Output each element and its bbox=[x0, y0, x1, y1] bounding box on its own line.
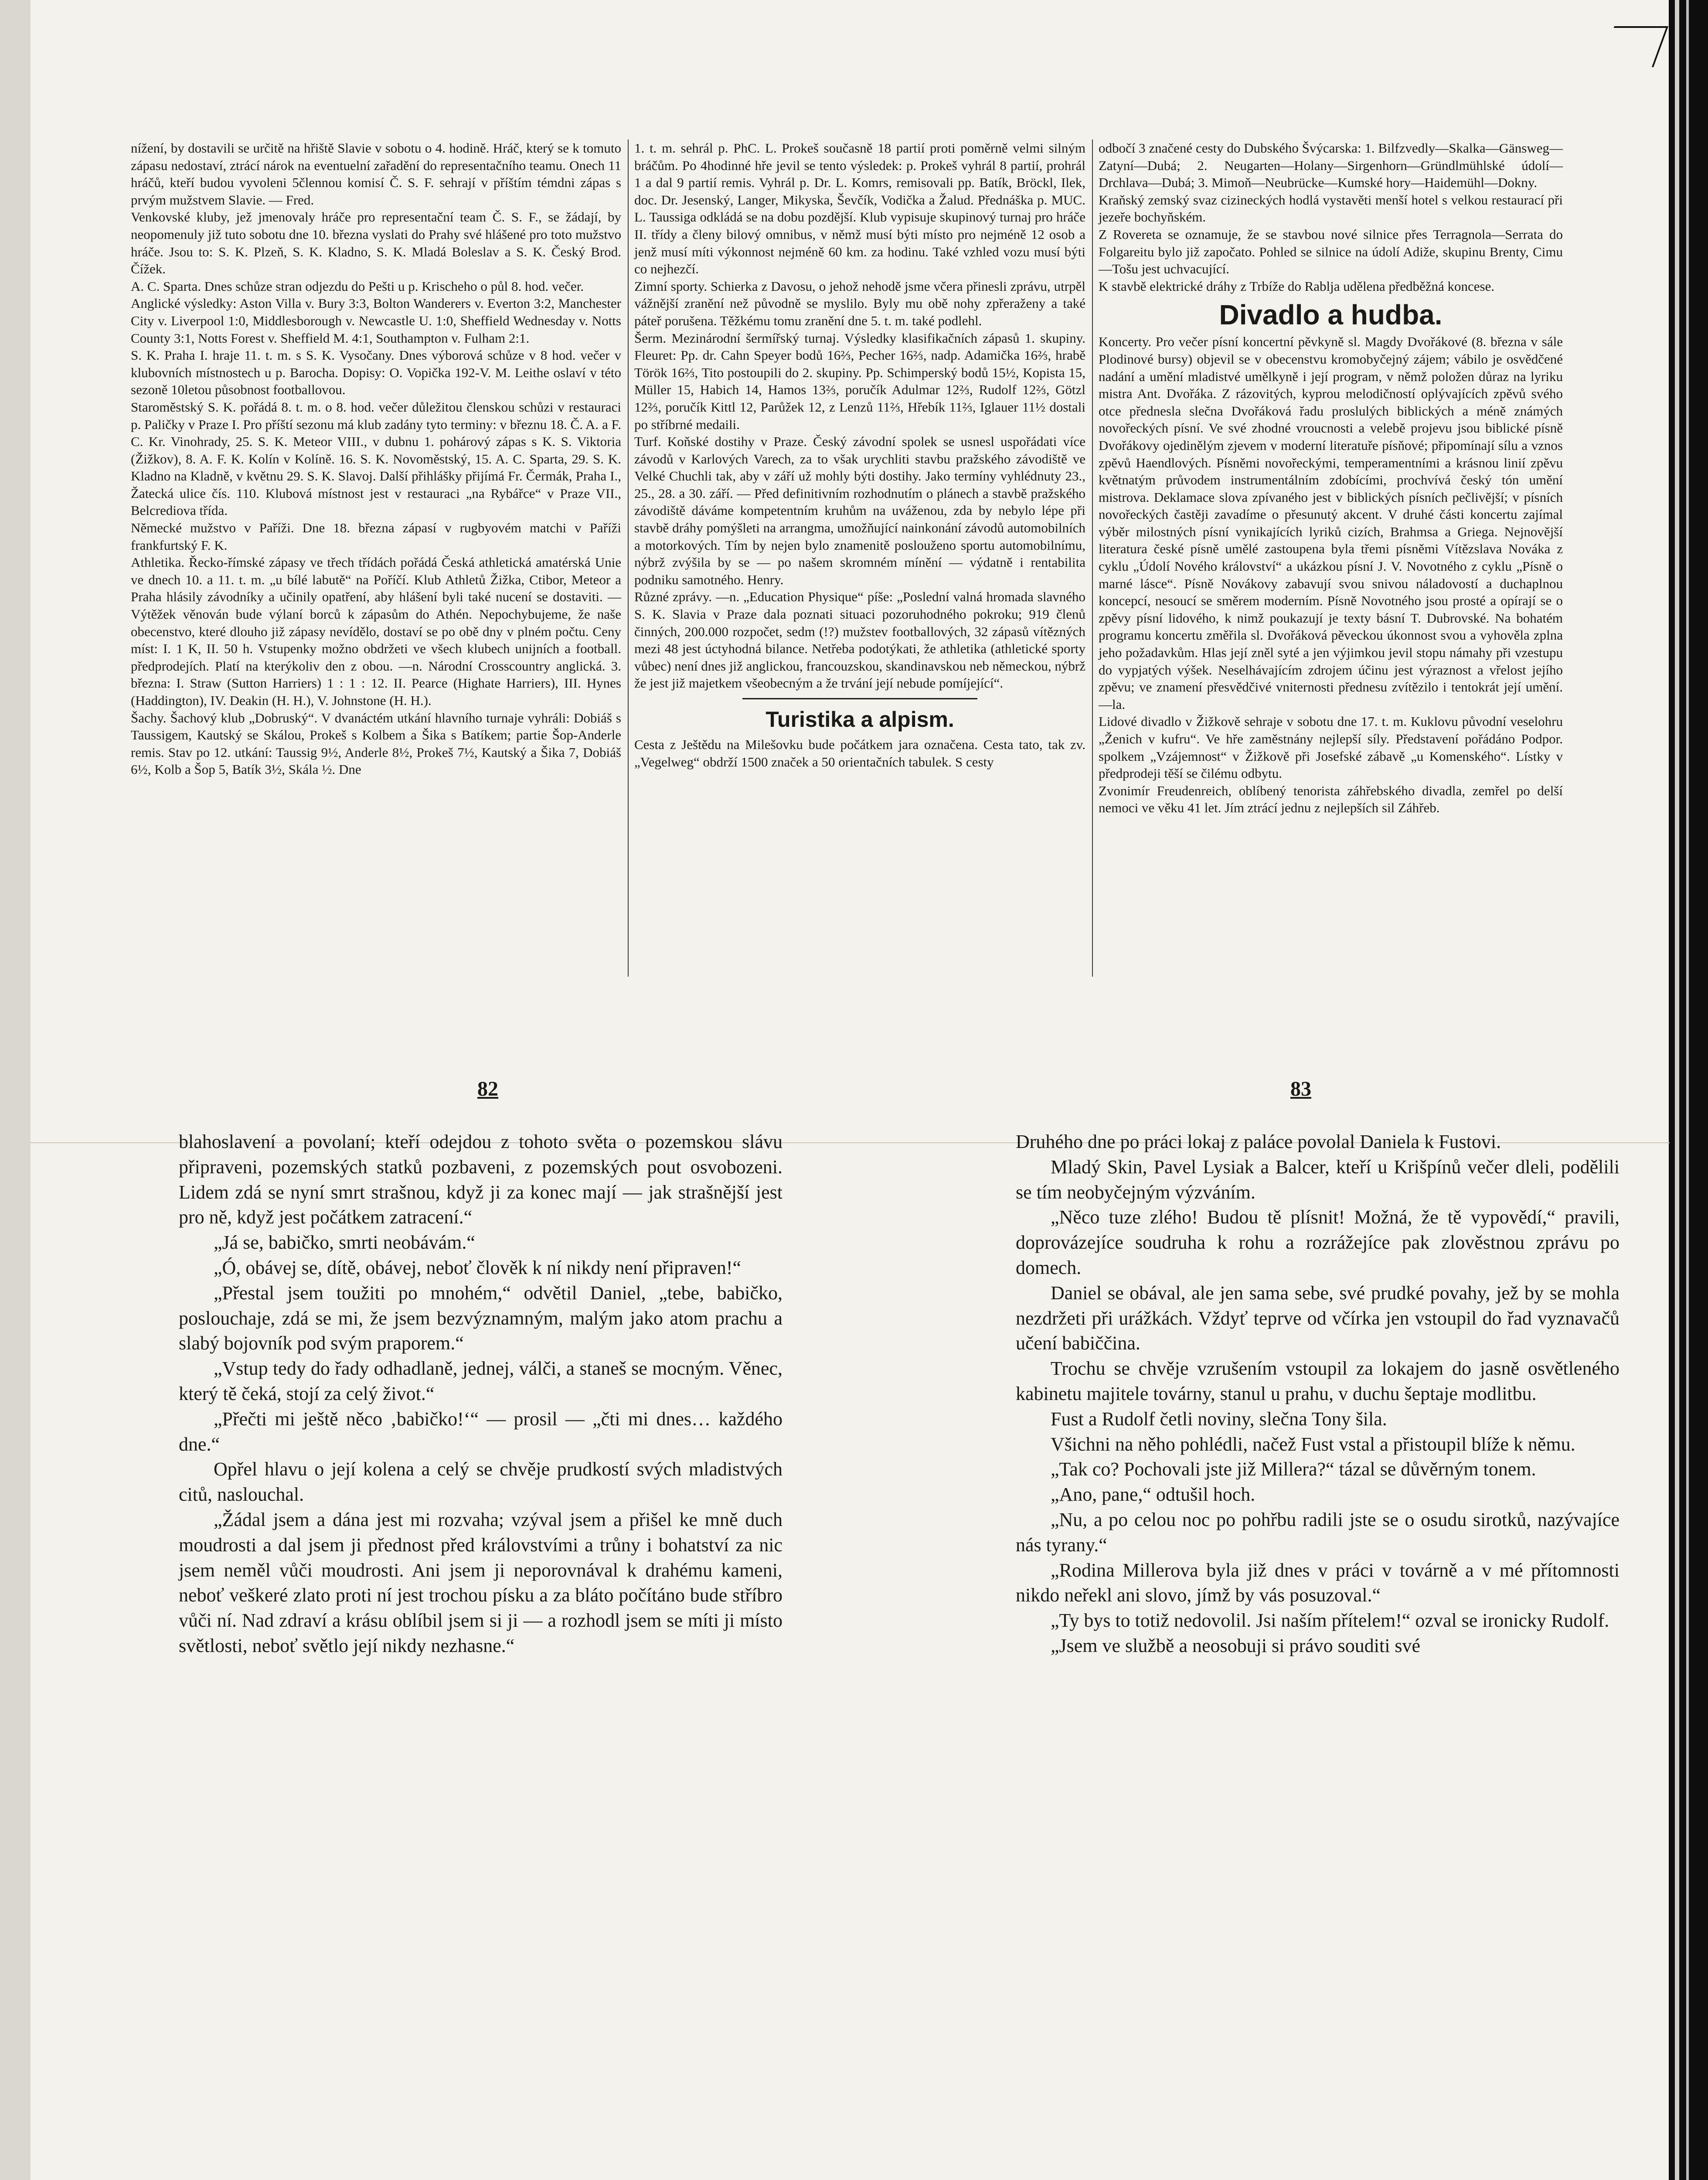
novel-paragraph: Daniel se obával, ale jen sama sebe, své prudké povahy, jež by se mohla nezdržeti při urážkách. Vždyť teprve od včírka jen vstoupil do řad vyznavačů učení babiččina. bbox=[1016, 1282, 1620, 1354]
novel-paragraph: blahoslavení a povolaní; kteří odejdou z tohoto světa o pozemskou slávu připraveni, pozemských statků pozbaveni, z pozemských pout osvobozeni. Lidem zdá se nyní smrt strašnou, když ji za konec mají — jak strašnější jest pro ně, když jest počátkem zatracení.“ bbox=[179, 1131, 783, 1228]
novel-page-left bbox=[179, 1129, 783, 1659]
news-paragraph: nížení, by dostavili se určitě na hřiště Slavie v sobotu o 4. hodině. Hráč, který se k tomuto zápasu nedostaví, ztrácí nárok na eventuelní zařadění do representačního teamu. Onech 11 hráčů, kteří budou vyvoleni 5člennou komisí Č. S. F. sehrají v příštím témdni zápas s prvým mužstvem Slavie. — Fred. bbox=[131, 140, 621, 208]
news-paragraph: S. K. Praha I. hraje 11. t. m. s S. K. Vysočany. Dnes výborová schůze v 8 hod. večer v klubovních místnostech u p. Barocha. Dopisy: O. Vopička 192-V. M. Leithe oslaví v této sezoně 10letou působnost footballovou. bbox=[131, 347, 621, 398]
novel-paragraph: Trochu se chvěje vzrušením vstoupil za lokajem do jasně osvětleného kabinetu majitele továrny, stanul u prahu, v duchu šeptaje modlitbu. bbox=[1016, 1358, 1620, 1404]
column-rule bbox=[1092, 140, 1093, 977]
novel-paragraph: „Tak co? Pochovali jste již Millera?“ tázal se důvěrným tonem. bbox=[1051, 1458, 1536, 1480]
scan-right-edge bbox=[1669, 0, 1708, 2180]
novel-paragraph: „Žádal jsem a dána jest mi rozvaha; vzýval jsem a přišel ke mně duch moudrosti a dal jsem ji přednost před královstvími a trůny i bohatství za nic jsem neměl vůči moudrosti. Ani jsem ji neporovnával k drahému kameni, neboť veškeré zlato proti ní jest trochou písku a za bláto počítáno bude stříbro vůči ní. Nad zdraví a krásu oblíbil jsem si ji — a rozhodl jsem se míti ji místo světlosti, neboť světlo její nikdy nezhasne.“ bbox=[179, 1509, 783, 1656]
news-paragraph: Staroměstský S. K. pořádá 8. t. m. o 8. hod. večer důležitou členskou schůzi v restauraci p. Paličky v Praze I. Pro příští sezonu má klub zadány tyto terminy: v březnu 18. Č. A. a F. C. Kr. Vinohrady, 25. S. K. Meteor VIII., v dubnu 1. pohárový zápas s K. S. Viktoria (Žižkov), 8. A. F. K. Kolín v Kolíně. 16. S. K. Novoměstský, 15. A. C. Sparta, 29. S. K. Kladno na Kladně, v květnu 29. S. K. Slavoj. Další přihlášky přijímá Fr. Čermák, Praha I., Žatecká ulice čís. 110. Klubová místnost jest v restauraci „na Rybářce“ v Praze VII., Belcrediova třída. bbox=[131, 399, 621, 518]
news-paragraph: Různé zprávy. —n. „Education Physique“ píše: „Poslední valná hromada slavného S. K. Slavia v Praze dala poznati situaci pozoruhodného pokroku; 919 členů činných, 200.000 rozpočet, sedm (!?) mužstev footballových, 32 zápasů vítězných mezi 48 jest úctyhodná bilance. Netřeba podotýkati, že athletika (athletické sporty vůbec) není dnes již anglickou, francouzskou, skandinavskou neb německou, nýbrž že jest již majetkem všeobecným a že trvání její nebude pomíjející“. bbox=[634, 589, 1085, 691]
novel-paragraph: Druhého dne po práci lokaj z paláce povolal Daniela k Fustovi. bbox=[1016, 1131, 1501, 1152]
novel-paragraph: Mladý Skin, Pavel Lysiak a Balcer, kteří u Krišpínů večer dleli, podělili se tím neobyčejným výzváním. bbox=[1016, 1156, 1620, 1203]
news-paragraph: 1. t. m. sehrál p. PhC. L. Prokeš současně 18 partií proti poměrně velmi silným bráčům. Po 4hodinné hře jevil se tento výsledek: p. Prokeš vyhrál 8 partií, prohrál 1 a dal 9 partií remis. Vyhrál p. Dr. L. Komrs, remisovali pp. Batík, Bröckl, Ilek, doc. Dr. Jesenský, Langer, Mikyska, Ševčík, Vodička a Žalud. Přednáška p. MUC. L. Taussiga odkládá se na dobu pozdější. Klub vypisuje skupinový turnaj pro hráče II. třídy a členy bilový omnibus, v němž musí býti místo pro nejméně 12 osob a jenž musí míti výkonnost nejméně 60 km. za hodinu. Také vzhled vozu musí býti co nejhezčí. bbox=[634, 140, 1085, 277]
novel-paragraph: „Vstup tedy do řady odhadlaně, jednej, válči, a staneš se mocným. Věnec, který tě čeká, stojí za celý život.“ bbox=[179, 1358, 783, 1404]
news-paragraph: Athletika. Řecko-římské zápasy ve třech třídách pořádá Česká athletická amatérská Unie ve dnech 10. a 11. t. m. „u bílé labutě“ na Poříčí. Klub Athletů Žižka, Ctibor, Meteor a Praha hlásily závodníky a učinily opatření, aby hlášení byli také nucení se dostaviti. — Výtěžek věnován bude výlaní borců k zápasům do Athén. Nepochybujeme, že naše obecenstvo, které dlouho již zápasy nevídělo, dostaví se po obě dny v plném počtu. Ceny míst: I. 1 K, II. 50 h. Vstupenky možno obdržeti ve všech klubech unijních a football. předprodejích. Platí na kterýkoliv den z obou. —n. Národní Crosscountry anglická. 3. března: I. Straw (Sutton Harriers) 1 : 1 : 12. II. Pearce (Highate Harriers), III. Hynes (Haddington), IV. Deakin (H. H.), V. Johnstone (H. H.). bbox=[131, 555, 621, 708]
novel-paragraph: „Jsem ve službě a neosobuji si právo souditi své bbox=[1051, 1635, 1421, 1656]
novel-paragraph: „Něco tuze zlého! Budou tě plísnit! Možná, že tě vypovědí,“ pravili, doprovázejíce soudruha k rohu a rozrážejíce pak zlověstnou zprávu po domech. bbox=[1016, 1206, 1620, 1278]
news-paragraph: Anglické výsledky: Aston Villa v. Bury 3:3, Bolton Wanderers v. Everton 3:2, Manchester City v. Liverpool 1:0, Middlesborough v. Newcastle U. 1:0, Sheffield Wednesday v. Notts County 3:1, Notts Forest v. Sheffield M. 4:1, Southampton v. Fulham 2:1. bbox=[131, 296, 621, 346]
news-column-1 bbox=[131, 140, 621, 778]
novel-paragraph: Opřel hlavu o její kolena a celý se chvěje prudkostí svých mladistvých citů, naslouchal. bbox=[179, 1458, 783, 1506]
novel-paragraph: „Rodina Millerova byla již dnes v práci v továrně a v mé přítomnosti nikdo neřekl ani slovo, jímž by vás posuzoval.“ bbox=[1016, 1559, 1620, 1606]
news-paragraph: Z Rovereta se oznamuje, že se stavbou nové silnice přes Terragnola—Serrata do Folgareitu bylo již započato. Pohled se silnice na údolí Adiže, skupinu Brenty, Cimu—Tošu jest uchvacující. bbox=[1099, 226, 1563, 277]
novel-paragraph: „Nu, a po celou noc po pohřbu radili jste se o osudu sirotků, nazývajíce nás tyrany.“ bbox=[1016, 1509, 1620, 1556]
news-paragraph: Cesta z Ještědu na Milešovku bude počátkem jara označena. Cesta tato, tak zv. „Vegelweg“ obdrží 1500 značek a 50 orientačních tabulek. S cesty bbox=[634, 737, 1085, 770]
news-paragraph: Kraňský zemský svaz cizineckých hodlá vystavěti menší hotel s velkou restaurací při jezeře bochyňském. bbox=[1099, 192, 1563, 225]
news-paragraph: Lidové divadlo v Žižkově sehraje v sobotu dne 17. t. m. Kuklovu původní veselohru „Ženich v kufru“. Ve hře zaměstnány nejlepší síly. Představení pořádáno Podpor. spolkem „Vzájemnost“ v Žižkově při Josefské zábavě „u Komenského“. Lístky v předprodeji těší se čilému odbytu. bbox=[1099, 714, 1563, 781]
novel-paragraph: „Přestal jsem toužiti po mnohém,“ odvětil Daniel, „tebe, babičko, poslouchaje, zdá se mi, že jsem bezvýznamným, malým jako atom prachu a slabý bojovník pod svým praporem.“ bbox=[179, 1282, 783, 1354]
section-heading-theatre: Divadlo a hudba. bbox=[1219, 299, 1443, 331]
news-paragraph: Zimní sporty. Schierka z Davosu, o jehož nehodě jsme včera přinesli zprávu, utrpěl vážnější zranění než původně se myslilo. Byly mu obě nohy zpřeraženy a také páteř porušena. Těžkému tomu zranění dne 5. t. m. také podlehl. bbox=[634, 278, 1085, 328]
news-column-3 bbox=[1099, 140, 1563, 817]
news-paragraph: Německé mužstvo v Paříži. Dne 18. března zápasí v rugbyovém matchi v Paříži frankfurtský F. K. bbox=[131, 520, 621, 553]
news-column-2 bbox=[634, 140, 1085, 770]
section-rule bbox=[742, 698, 977, 699]
section-heading-tourism: Turistika a alpism. bbox=[766, 707, 954, 732]
news-paragraph: Zvonimír Freudenreich, oblíbený tenorista záhřebského divadla, zemřel po delší nemoci ve věku 41 let. Jím ztrácí jednu z nejlepších sil Záhřeb. bbox=[1099, 783, 1563, 816]
news-paragraph: Koncerty. Pro večer písní koncertní pěvkyně sl. Magdy Dvořákové (8. března v sále Plodinové bursy) objevil se v obecenstvu kromobyčejný zájem; vábilo je osvědčené nadání a umění mladistvé umělkyně i její program, v němž položen důraz na lyriku mistra Ant. Dvořáka. Z rázovitých, kyprou melodičností oplývajících zpěvů svého otce přednesla slečna Dvořáková řadu proslulých biblických a méně známých novořeckých písní. Ve své zhodné vroucnosti a velebě projevu jsou biblické písně Dvořákovy ojedinělým zjevem v moderní literatuře písňové; připomínají sílu a vznos zpěvů Haendlových. Písněmi novořeckými, temperamentními a krásnou linií zpěvu květnatým průvodem instrumentálním zdobícími, prochvívá český tón umění mistrova. Deklamace slova zpívaného jest v biblických písních pečlivější; v písních novořeckých častěji zavadíme o přesunutý akcent. V druhé části koncertu zajímal výběr milostných písní vynikajících lyriků cizích, Brahmsa a Griega. Nejnovější literatura české písně umělé zastoupena byla třemi písněmi Vítězslava Nováka z cyklu „Údolí Nového království“ a ukázkou písní J. V. Novotného z cyklu „Písně o marné lásce“. Písně Novákovy zabavují svou snivou náladovostí a duchaplnou koncepcí, nesoucí se směrem moderním. Písně Novotného jsou prosté a opírají se o zpěvy písní lidového, k nimž poukazují je texty básní T. Dubrovské. Na bohatém programu koncertu změřila sl. Dvořáková pěveckou úkonnost svou a vyhověla zplna jeho požadavkům. Hlas její zněl syté a jen výjimkou jevil stopu námahy při vzestupu do vypjatých výšek. Neselhávajícím zdrojem účinu jest výraznost a vřelost jejího zpěvu; ve znamení přesvědčivé vniternosti přednesu zvítězilo i tentokrát její umění. —la. bbox=[1099, 334, 1563, 712]
column-rule bbox=[628, 140, 629, 977]
novel-paragraph: „Ty bys to totiž nedovolil. Jsi naším přítelem!“ ozval se ironicky Rudolf. bbox=[1051, 1610, 1609, 1632]
novel-paragraph: „Ano, pane,“ odtušil hoch. bbox=[1051, 1484, 1255, 1506]
news-paragraph: odbočí 3 značené cesty do Dubského Švýcarska: 1. Bilfzvedly—Skalka—Gänsweg—Zatyní—Dubá; 2. Neugarten—Holany—Sirgenhorn—Gründlmühlské údolí—Drchlava—Dubá; 3. Mimoň—Neubrücke—Kumské hory—Haidemühl—Dokny. bbox=[1099, 140, 1563, 191]
news-paragraph: A. C. Sparta. Dnes schůze stran odjezdu do Pešti u p. Krischeho o půl 8. hod. večer. bbox=[131, 278, 584, 294]
news-paragraph: Turf. Koňské dostihy v Praze. Český závodní spolek se usnesl uspořádati více závodů v Karlových Varech, za to však urychliti stavbu pražského závodiště ve Velké Chuchli tak, aby v září už mohly býti dostihy. Jako termíny vyhlédnuty 23., 25., 28. a 30. září. — Před definitivním rozhodnutím o plánech a stavbě pražského závodiště dáváme kompetentním kruhům na uváženou, zda by nebylo lépe při stavbě dráhy pomýšleti na arrangma, umožňující nainkonání závodů automobilních a motorkových. Tím by nejen bylo znamenitě poslouženo sportu automobilnímu, nýbrž zvýšila by se — po našem skromném mínění — výdatně i rentabilita podniku samotného. Henry. bbox=[634, 434, 1085, 587]
novel-paragraph: Všichni na něho pohlédli, načež Fust vstal a přistoupil blíže k němu. bbox=[1051, 1433, 1575, 1455]
scan-left-margin bbox=[0, 0, 31, 2180]
page-number-right: 83 bbox=[1290, 1077, 1311, 1100]
novel-paragraph: „Ó, obávej se, dítě, obávej, neboť člověk k ní nikdy není připraven!“ bbox=[214, 1257, 742, 1278]
page-corner-tear bbox=[1599, 26, 1668, 67]
news-paragraph: K stavbě elektrické dráhy z Trbíže do Rablja udělena předběžná koncese. bbox=[1099, 278, 1495, 294]
novel-paragraph: „Já se, babičko, smrti neobávám.“ bbox=[214, 1232, 475, 1254]
novel-page-right bbox=[1016, 1129, 1620, 1659]
novel-paragraph: Fust a Rudolf četli noviny, slečna Tony šila. bbox=[1051, 1408, 1387, 1430]
page-number-left: 82 bbox=[477, 1077, 498, 1100]
novel-paragraph: „Přečti mi ještě něco ‚babičko!‘“ — prosil — „čti mi dnes… každého dne.“ bbox=[179, 1408, 783, 1455]
news-paragraph: Šerm. Mezinárodní šermířský turnaj. Výsledky klasifikačních zápasů 1. skupiny. Fleuret: Pp. dr. Cahn Speyer bodů 16⅔, Pecher 16⅔, nadp. Adamička 16⅔, hrabě Török 16⅔, Tito postoupili do 2. skupiny. Pp. Schimperský bodů 15½, Kopista 15, Müller 15, Habich 14, Hamos 13⅔, poručík Adulmar 12⅔, Rudolf 12⅔, Götzl 12⅔, poručík Kittl 12, Parůžek 12, z Lenzů 11⅔, Hřebík 11⅔, Iglauer 11½ dostali po stříbrné medaili. bbox=[634, 330, 1085, 432]
news-paragraph: Šachy. Šachový klub „Dobruský“. V dvanáctém utkání hlavního turnaje vyhráli: Dobiáš s Taussigem, Kautský se Skálou, Prokeš s Kolbem a Šika s Batíkem; partie Šop-Anderle remis. Stav po 12. utkání: Taussig 9½, Anderle 8½, Prokeš 7½, Kautský a Šika 7, Dobiáš 6½, Kolb a Šop 5, Batík 3½, Skála ½. Dne bbox=[131, 710, 621, 777]
news-paragraph: Venkovské kluby, jež jmenovaly hráče pro representační team Č. S. F., se žádají, by neopomenuly již tuto sobotu dne 10. března vyslati do Prahy své hlášené pro toto mužstvo hráče. Jsou to: S. K. Plzeň, S. K. Kladno, S. K. Mladá Boleslav a S. K. Český Brod. Čížek. bbox=[131, 209, 621, 277]
